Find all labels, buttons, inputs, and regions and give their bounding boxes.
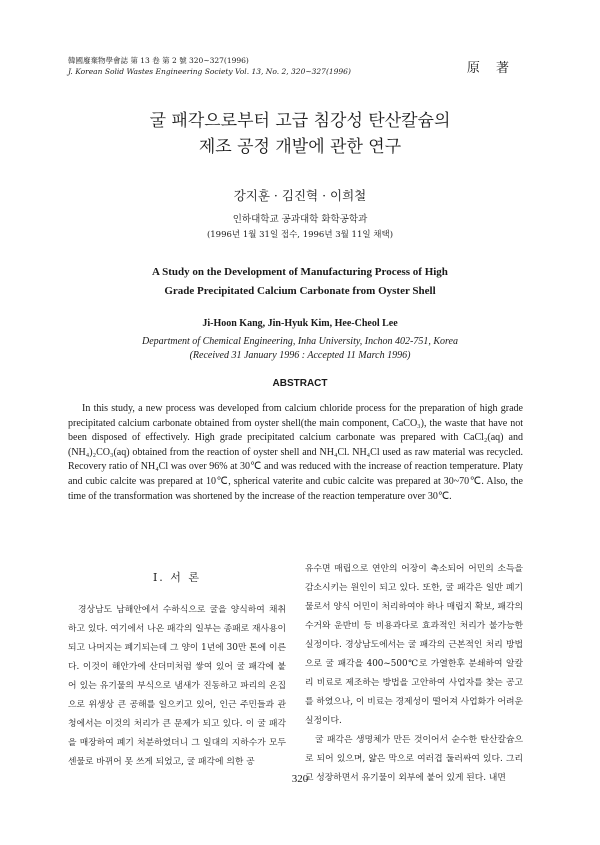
page-number: 320 (291, 773, 309, 785)
title-en-line-2: Grade Precipitated Calcium Carbonate from Oyster Shell (164, 285, 436, 297)
paragraph: 경상남도 남해안에서 수하식으로 굴을 양식하여 채취하고 있다. 여기에서 나온 패각의 일부는 종패로 재사용이 되고 나머지는 폐기되는데 그 양이 1년에 30만 톤에 이른다. 이것이 해안가에 산더미처럼 쌓여 있어 굴 패각에 붙어 있는 유기물의 부식으로 냄새가 진동하고 파리의 온집으로 위생상 큰 공해를 일으키고 있어, 인근 주민들과 관청에서는 이것의 처리가 큰 문제가 되고 있다. 이 굴 패각을 매장하여 폐기 처분하였더니 그 일대의 지하수가 모두 센물로 바뀌어 못 쓰게 되었고, 굴 패각에 의한 공 (68, 605, 286, 767)
dates-ko: (1996년 1월 31일 접수, 1996년 3월 11일 채택) (206, 230, 394, 240)
affiliation-ko: 인하대학교 공과대학 화학공학과 (232, 214, 368, 225)
title-en-line-1: A Study on the Development of Manufacturing Process of High (152, 266, 448, 278)
department-en: Department of Chemical Engineering, Inha University, Inchon 402-751, Korea (142, 336, 458, 347)
article-type-label: 原 著 (466, 61, 515, 76)
right-column (305, 560, 523, 788)
authors-en: Ji-Hoon Kang, Jin-Hyuk Kim, Hee-Cheol Lee (202, 318, 398, 329)
authors-ko: 강지훈 · 김진혁 · 이희철 (233, 188, 367, 203)
journal-header (68, 55, 351, 77)
section-heading-introduction: Ⅰ. 서 론 (152, 571, 202, 584)
journal-citation-en: J. Korean Solid Wastes Engineering Society Vol. 13, No. 2, 320~327(1996) (68, 67, 351, 76)
title-ko (0, 108, 600, 160)
paragraph: 굴 패각은 생명체가 만든 것이어서 순수한 탄산칼슘으로 되어 있으며, 얇은 막으로 여러겹 둘러싸여 있다. 그리고 성장하면서 유기물이 외부에 붙어 있게 된다. 내면 (305, 735, 523, 783)
title-en (0, 263, 600, 301)
title-ko-line-1: 굴 패각으로부터 고급 침강성 탄산칼슘의 (149, 111, 451, 131)
left-column (68, 560, 286, 772)
abstract-text: In this study, a new process was developed from calcium chloride process for the preparation of high grade precipitated calcium carbonate obtained from oyster shell(the main component, CaCO₃), the waste that have not been disposed of effectively. High grade precipitated calcium carbonate was prepared with CaCl₂(aq) and (NH₄)₂CO₃(aq) obtained from the reaction of oyster shell and NH₄Cl. NH₄Cl used as raw material was recycled. Recovery ratio of NH₄Cl was over 96% at 30℃ and was reduced with the increase of reaction temperature. Platy and cubic calcite was prepared at 10℃, spherical vaterite and cubic calcite was prepared at 30~70℃. Also, the time of the transformation was shortened by the increase of the reaction temperature over 30℃. (68, 403, 523, 502)
abstract-heading: ABSTRACT (272, 378, 328, 389)
journal-citation-ko: 韓國廢棄物學會誌 第 13 卷 第 2 號 320~327(1996) (68, 56, 249, 65)
paragraph: 유수면 매립으로 연안의 어장이 축소되어 어민의 소득을 감소시키는 원인이 되고 있다. 또한, 굴 패각은 일반 폐기물로서 양식 어민이 처리하여야 하나 매립지 확보, 패각의 수거와 운반비 등 비용과다로 효과적인 처리가 불가능한 실정이다. 경상남도에서는 굴 패각의 근본적인 처리 방법으로 굴 패각을 400~500℃로 가열한후 분쇄하여 알칼리 비료로 제조하는 방법을 고안하여 사업자를 찾는 공고를 하였으나, 이 비료는 경제성이 떨어져 사업화가 어려운 실정이다. (305, 564, 523, 726)
title-ko-line-2: 제조 공정 개발에 관한 연구 (198, 137, 402, 157)
received-dates-en: (Received 31 January 1996 : Accepted 11 March 1996) (189, 350, 411, 361)
